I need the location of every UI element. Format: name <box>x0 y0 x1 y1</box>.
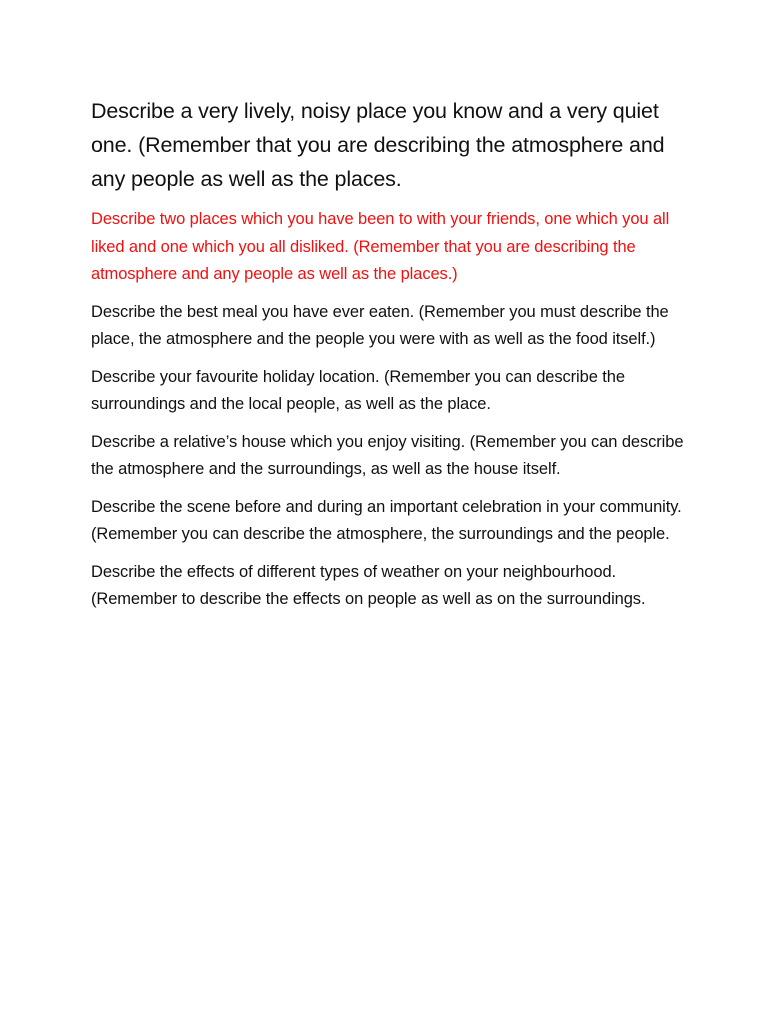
document-page <box>91 94 691 624</box>
prompt-community-celebration: Describe the scene before and during an important celebration in your community. (Remember you can describe the atmosphere, the surroundings and the people. <box>91 497 682 543</box>
prompt-relatives-house: Describe a relative’s house which you enjoy visiting. (Remember you can describe the atmosphere and the surroundings, as well as the house itself. <box>91 432 684 478</box>
prompt-lively-quiet-place: Describe a very lively, noisy place you know and a very quiet one. (Remember that you are describing the atmosphere and any people as well as the places. <box>91 99 665 191</box>
prompt-holiday-location: Describe your favourite holiday location. (Remember you can describe the surroundings and the local people, as well as the place. <box>91 367 625 413</box>
prompt-places-with-friends: Describe two places which you have been to with your friends, one which you all liked and one which you all disliked. (Remember that you are describing the atmosphere and any people as well as the places.) <box>91 210 670 283</box>
prompt-best-meal: Describe the best meal you have ever eaten. (Remember you must describe the place, the atmosphere and the people you were with as well as the food itself.) <box>91 302 669 348</box>
prompt-weather-effects: Describe the effects of different types of weather on your neighbourhood. (Remember to describe the effects on people as well as on the surroundings. <box>91 562 646 608</box>
